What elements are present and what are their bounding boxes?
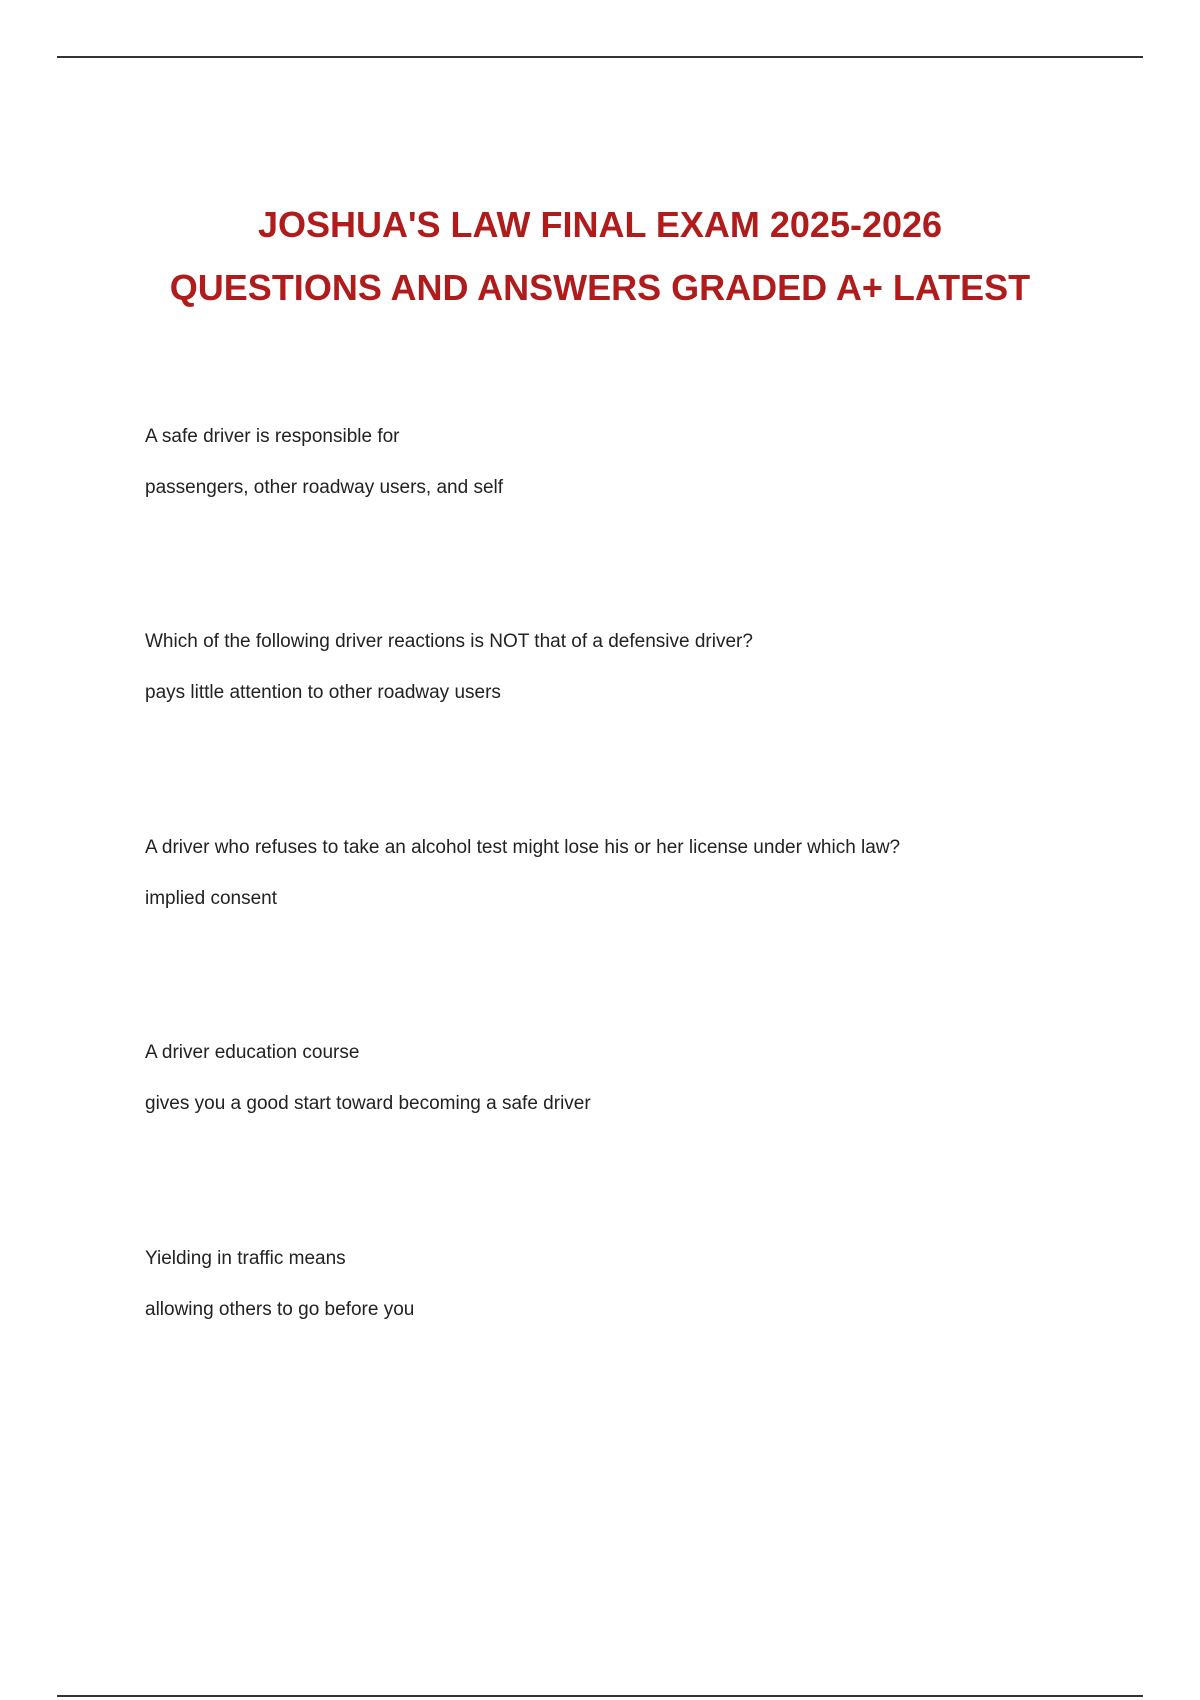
qa-item [145,1247,1145,1322]
qa-item [145,836,1145,911]
answer-text: pays little attention to other roadway users [145,682,501,703]
answer-text: allowing others to go before you [145,1299,415,1320]
question-text: Yielding in traffic means [145,1248,346,1269]
title-line-1: JOSHUA'S LAW FINAL EXAM 2025-2026 [257,204,943,245]
question-text: A driver who refuses to take an alcohol test might lose his or her license under which law? [145,837,901,858]
qa-item [145,630,1145,705]
qa-item [145,425,1145,500]
question-text: Which of the following driver reactions is NOT that of a defensive driver? [145,631,753,652]
title-line-2: QUESTIONS AND ANSWERS GRADED A+ LATEST [169,267,1031,308]
page-title [57,193,1143,319]
bottom-rule [57,1695,1143,1697]
qa-item [145,1041,1145,1116]
top-rule [57,56,1143,58]
question-text: A safe driver is responsible for [145,426,400,447]
answer-text: gives you a good start toward becoming a safe driver [145,1093,591,1114]
question-text: A driver education course [145,1042,360,1063]
answer-text: passengers, other roadway users, and self [145,477,504,498]
answer-text: implied consent [145,888,278,909]
